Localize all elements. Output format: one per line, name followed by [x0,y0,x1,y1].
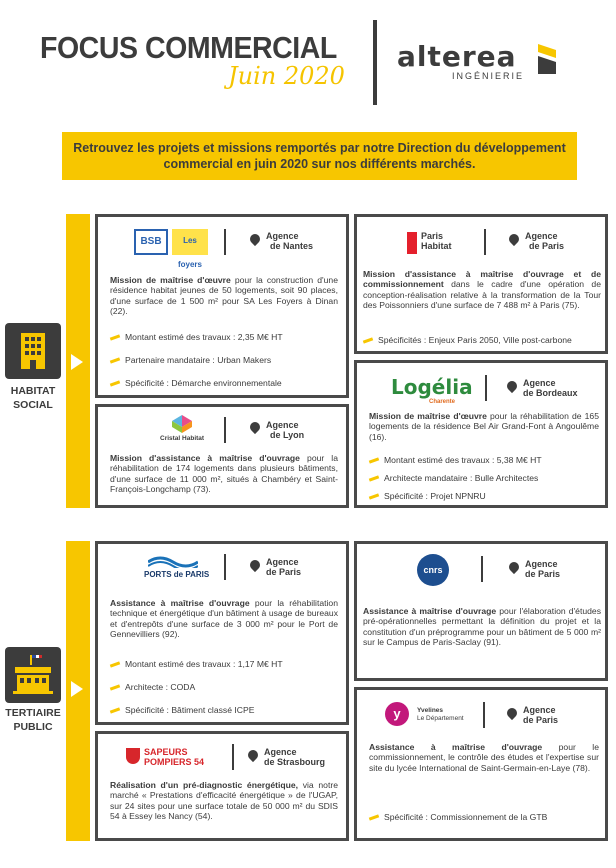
logelia-sub: Charente [429,399,456,405]
location-pin-icon [248,232,262,246]
page-subtitle: Juin 2020 [228,62,345,90]
bullet-specificity: Spécificités : Enjeux Paris 2050, Ville post-carbone [363,335,572,345]
card-divider [485,375,487,401]
yvelines-logo-icon: y [385,702,409,726]
bsb-logo: BSB [134,229,168,255]
mission-text: Mission d'assistance à maîtrise d'ouvrage pour la réhabilitation de 174 logements dans plusieurs bâtiments, d'une surface de 11 000 m², situés à Chambéry et Saint-François-Longchamp (73). [110,453,338,495]
bullet-specificity: Spécificité : Projet NPNRU [369,491,486,501]
bullet-partner: Partenaire mandataire : Urban Makers [110,355,271,365]
card-divider [224,229,226,255]
mission-text: Assistance à maîtrise d'ouvrage pour l'élaboration d'études pré-opérationnelles permettant la définition du projet et la constitution d'un préprogramme pour un bâtiment de 5 000 m² sur le Campus de Paris-Saclay (91). [363,606,601,648]
bullet-amount: Montant estimé des travaux : 1,17 M€ HT [110,659,283,669]
card-cnrs [354,541,608,681]
ports-paris-logo-icon [148,554,198,568]
bullet-amount: Montant estimé des travaux : 5,38 M€ HT [369,455,542,465]
card-divider [224,417,226,443]
sdis-logo-icon [126,748,140,764]
tertiaire-arrow-icon [71,681,83,697]
mission-text: Réalisation d'un pré-diagnostic énergétique, via notre marché « Prestations d'efficacité énergétique » de l'UGAP, sur 24 sites pour une surface totale de 50 000 m² du SDIS 54 à Essey les Nancy (54). [110,780,338,822]
banner-line-2: commercial en juin 2020 sur nos différents marchés. [163,157,476,171]
bullet-specificity: Spécificité : Commissionnement de la GTB [369,812,547,822]
sdis-logo: SAPEURS POMPIERS 54 [144,747,205,767]
location-pin-icon [505,706,519,720]
mission-text: Mission de maîtrise d'œuvre pour la construction d'une résidence habitat jeunes de 50 logements, soit 90 places, d'une surface de 1 500 m² pour SA Les Foyers à Dinan (22). [110,275,338,317]
agency-label: Agence de Bordeaux [523,378,578,398]
cnrs-logo: cnrs [417,554,449,586]
card-yvelines [354,687,608,841]
public-building-icon [5,647,61,703]
mission-text: Assistance à maîtrise d'ouvrage pour le commissionnement, le contrôle des études et l'expertise sur site du lycée International de Saint-Germain-en-Laye (78). [369,742,599,773]
card-divider [484,229,486,255]
habitat-label: HABITAT SOCIAL [10,385,56,411]
cristal-habitat-logo-icon [172,415,192,433]
agency-label: Agence de Paris [525,559,561,579]
header-divider [373,20,377,105]
bullet-specificity: Spécificité : Bâtiment classé ICPE [110,705,254,715]
location-pin-icon [248,558,262,572]
logelia-logo: Logélia [391,375,473,399]
agency-label: Agence de Nantes [266,231,314,251]
foyers-logo: Les foyers [172,229,208,255]
cristal-habitat-logo: Cristal Habitat [160,435,205,442]
mission-text: Assistance à maîtrise d'ouvrage pour la réhabilitation technique et énergétique d'un bâtiment à usage de bureaux et d'entrepôts d'une surface de 3 000 m² pour le Port de Gennevilliers (92). [110,598,338,640]
bullet-specificity: Spécificité : Démarche environnementale [110,378,282,388]
location-pin-icon [507,560,521,574]
brand-subtitle: INGÉNIERIE [452,71,525,81]
agency-label: Agence de Lyon [266,420,305,440]
brand-mark-icon [538,44,556,74]
page-title: FOCUS COMMERCIAL [40,30,337,65]
location-pin-icon [507,232,521,246]
location-pin-icon [505,379,519,393]
bullet-architect: Architecte : CODA [110,682,195,692]
mission-text: Mission d'assistance à maîtrise d'ouvrage et de commissionnement dans le cadre d'une opération de conception-réalisation relative à la transformation de la Tour des Poissonniers d'une surface de 7 488 m² à Paris (75). [363,269,601,311]
card-divider [224,554,226,580]
card-divider [483,702,485,728]
agency-label: Agence de Paris [523,705,559,725]
card-paris-habitat [354,214,608,354]
bullet-architect: Architecte mandataire : Bulle Architectes [369,473,538,483]
card-nantes [95,214,349,398]
brand-logo: alterea [397,40,517,73]
location-pin-icon [248,420,262,434]
agency-label: Agence de Strasbourg [264,747,326,767]
habitat-arrow-icon [71,354,83,370]
card-divider [481,556,483,582]
banner-line-1: Retrouvez les projets et missions remportés par notre Direction du développement [73,141,566,155]
ports-paris-logo: PORTS de PARIS [144,570,210,579]
card-ports-paris [95,541,349,725]
mission-text: Mission de maîtrise d'œuvre pour la réhabilitation de 165 logements de la résidence Bel Air Grand-Font à Angoulême (16). [369,411,599,442]
paris-habitat-logo: Paris Habitat [421,231,452,251]
intro-banner [62,132,577,180]
bullet-amount: Montant estimé des travaux : 2,35 M€ HT [110,332,283,342]
card-divider [232,744,234,770]
agency-label: Agence de Paris [266,557,302,577]
agency-label: Agence de Paris [525,231,565,251]
yvelines-logo: Yvelines Le Département [417,707,464,722]
card-strasbourg [95,731,349,841]
tertiaire-label: TERTIAIRE PUBLIC [5,707,61,733]
location-pin-icon [246,748,260,762]
building-icon [5,323,61,379]
card-bordeaux [354,360,608,508]
paris-habitat-logo-icon [407,232,417,254]
card-lyon [95,404,349,508]
